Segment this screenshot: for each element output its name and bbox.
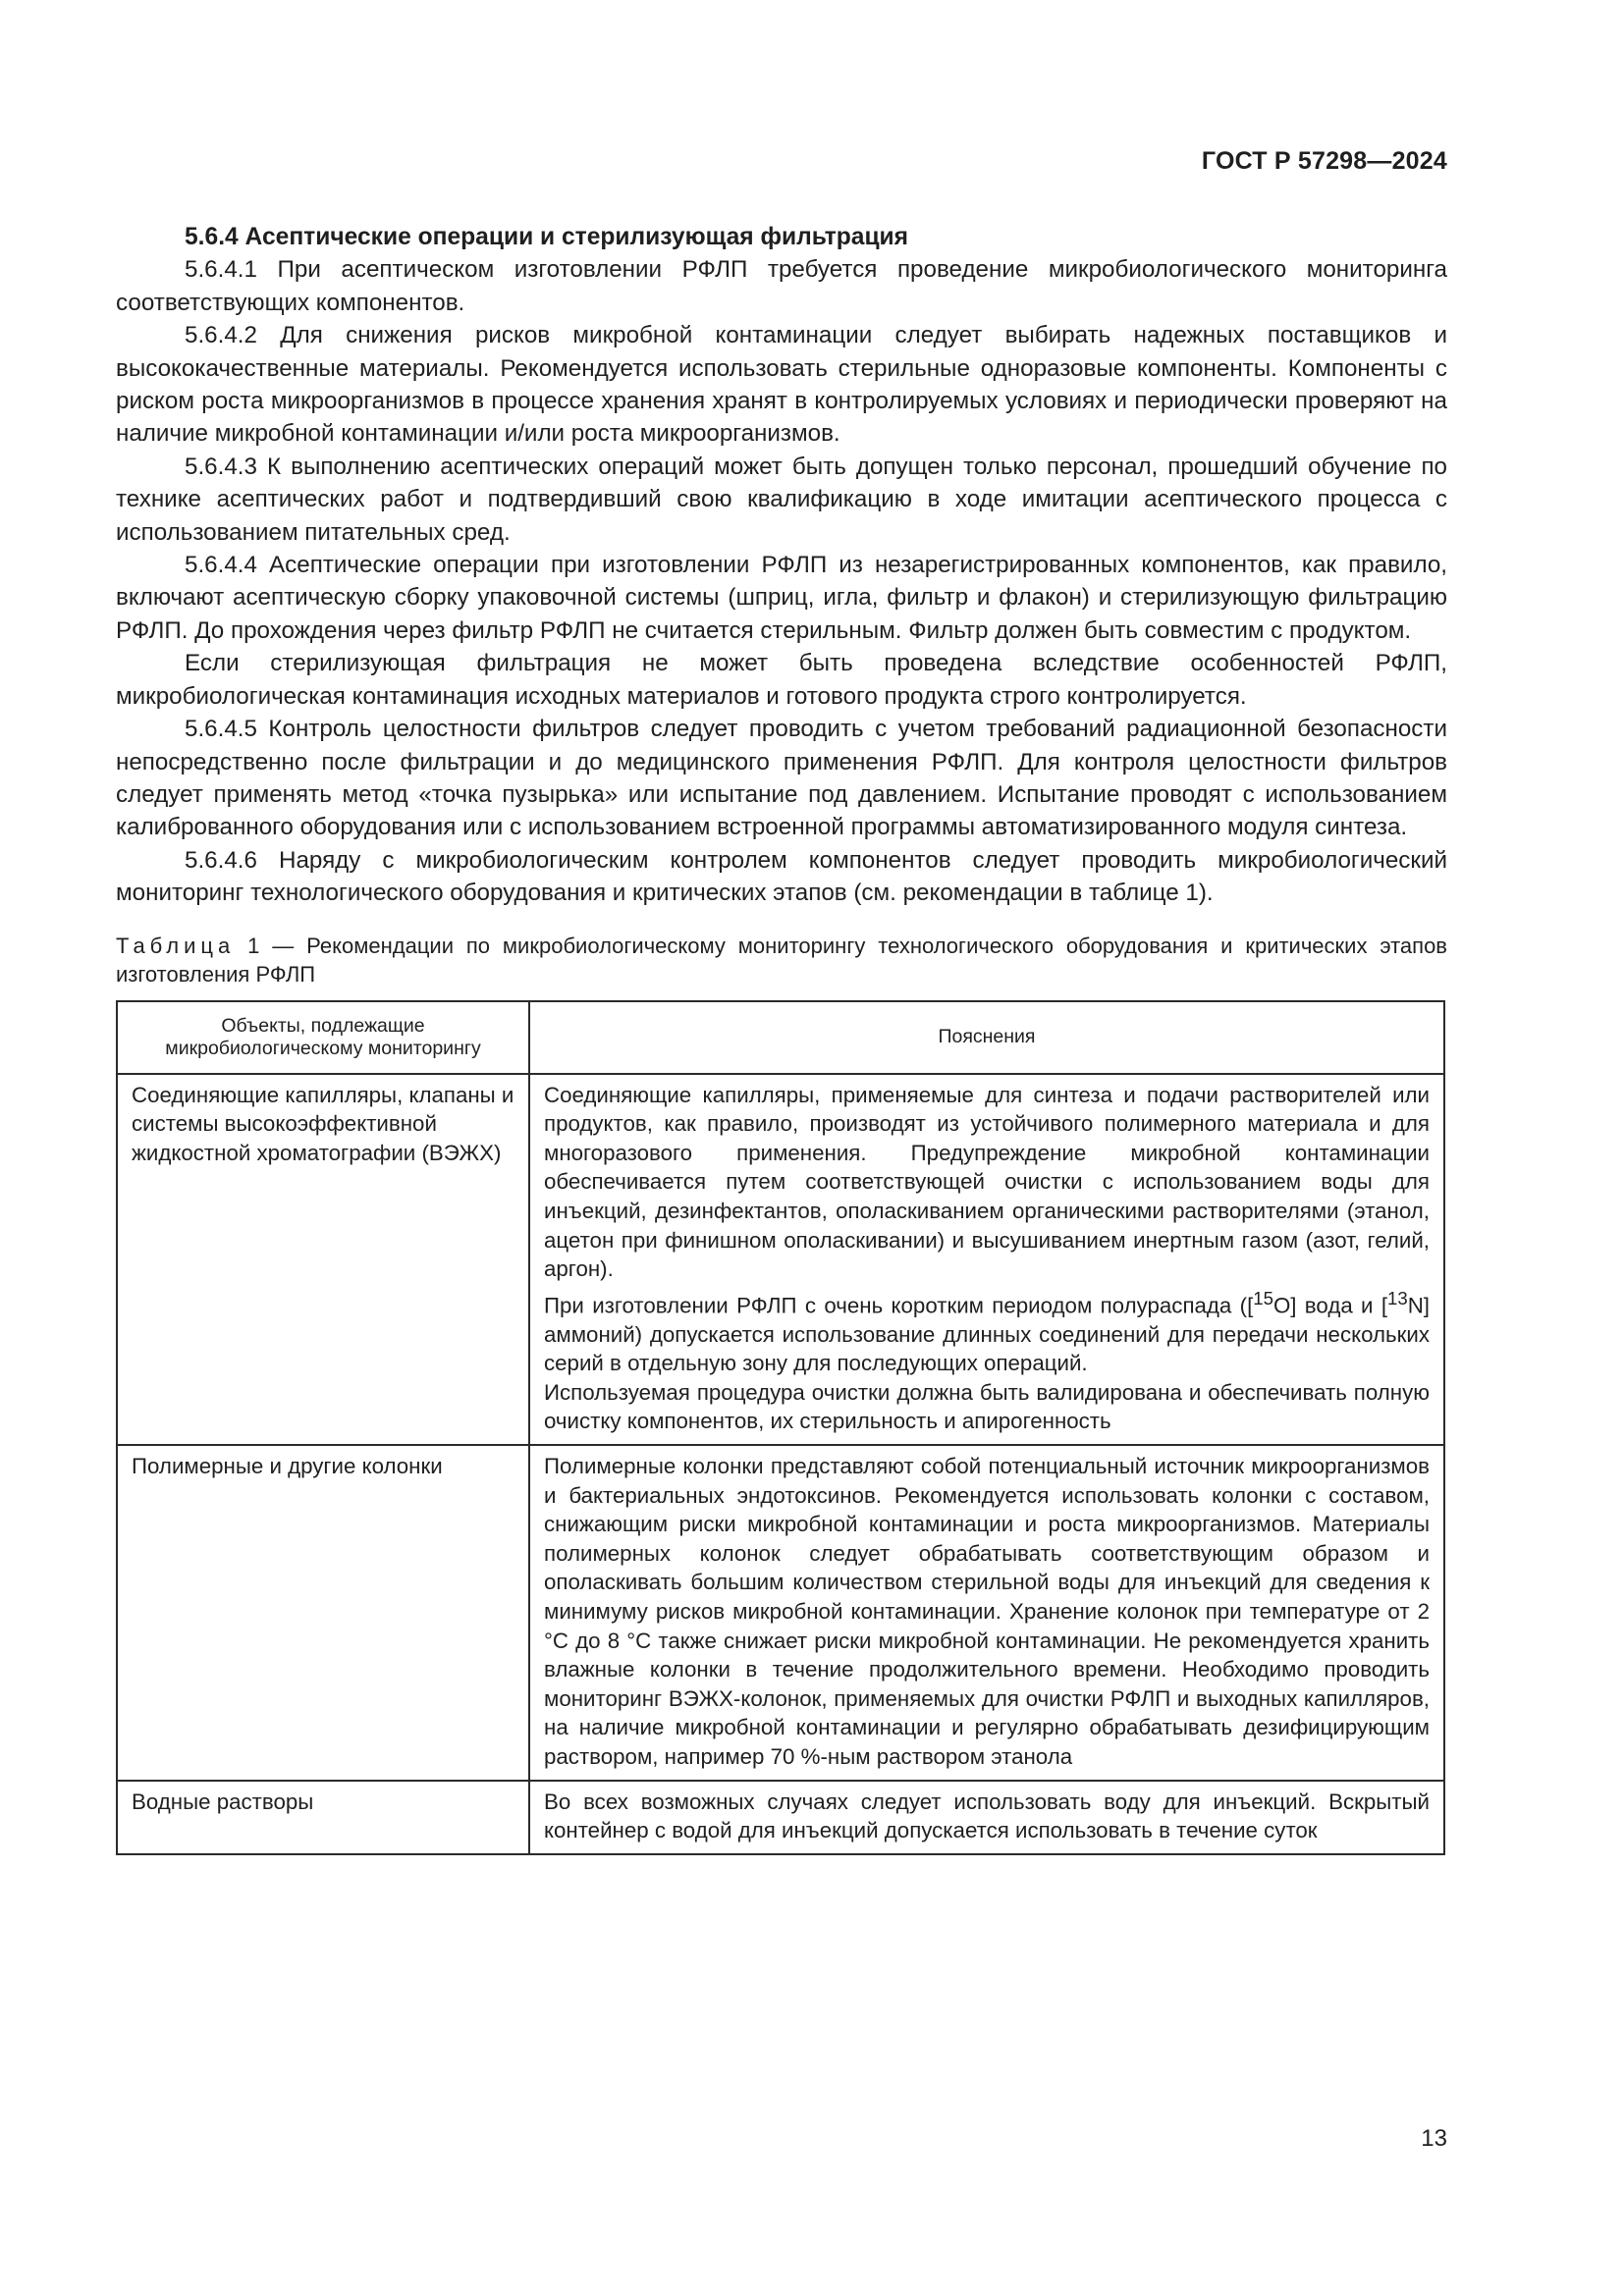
paragraph-5-6-4-2: 5.6.4.2 Для снижения рисков микробной контаминации следует выбирать надежных поставщиков и высококачественные материалы. Рекомендуется использовать стерильные одноразовые компоненты. Компоненты с риском роста микроорганизмов в процессе хранения хранят в контролируемых условиях и периодически проверяют на наличие микробной контаминации и/или роста микроорганизмов. [116, 322, 1447, 448]
explanation-paragraph: Используемая процедура очистки должна быть валидирована и обеспечивать полную очистку компонентов, их стерильность и апирогенность [544, 1379, 1430, 1434]
paragraph-5-6-4-1: 5.6.4.1 При асептическом изготовлении РФЛП требуется проведение микробиологического мониторинга соответствующих компонентов. [116, 256, 1447, 316]
paragraph-5-6-4-4: 5.6.4.4 Асептические операции при изготовлении РФЛП из незарегистрированных компонентов, как правило, включают асептическую сборку упаковочной системы (шприц, игла, фильтр и флакон) и стерилизующую фильтрацию РФЛП. До прохождения через фильтр РФЛП не считается стерильным. Фильтр должен быть совместим с продуктом. [116, 552, 1447, 644]
table-cell-explanation [529, 1781, 1444, 1854]
table-row [117, 1781, 1444, 1854]
explanation-paragraph: Соединяющие капилляры, применяемые для синтеза и подачи растворителей или продуктов, как правило, производят из устойчивого полимерного материала и для многоразового применения. Предупреждение микробной контаминации обеспечивается путем соответствующей очистки с использованием воды для инъекций, дезинфектантов, ополаскиванием органическими растворителями (этанол, ацетон при финишном ополаскивании) и высушиванием инертным газом (азот, гелий, аргон). [544, 1082, 1430, 1282]
paragraph-5-6-4-3: 5.6.4.3 К выполнению асептических операций может быть допущен только персонал, прошедший обучение по технике асептических работ и подтвердивший свою квалификацию в ходе имитации асептического процесса с использованием питательных сред. [116, 453, 1447, 546]
explanation-paragraph: Полимерные колонки представляют собой потенциальный источник микроорганизмов и бактериальных эндотоксинов. Рекомендуется использовать колонки с составом, снижающим риски микробной контаминации и роста микроорганизмов. Материалы полимерных колонок следует обрабатывать соответствующим образом и ополаскивать большим количеством стерильной воды для инъекций для сведения к минимуму рисков микробной контаминации. Хранение колонок при температуре от 2 °С до 8 °С также снижает риски микробной контаминации. Не рекомендуется хранить влажные колонки в течение продолжительного времени. Необходимо проводить мониторинг ВЭЖХ-колонок, применяемых для очистки РФЛП и выходных капилляров, на наличие микробной контаминации и регулярно обрабатывать дезифицирующим раствором, например 70 %-ным раствором этанола [544, 1454, 1430, 1770]
table-row [117, 1074, 1444, 1446]
table-header-explanations: Пояснения [529, 1001, 1444, 1074]
table-cell-object: Полимерные и другие колонки [117, 1445, 529, 1781]
isotope-superscript: 13 [1387, 1287, 1408, 1308]
paragraph-filtration-note: Если стерилизующая фильтрация не может быть проведена вследствие особенностей РФЛП, микробиологическая контаминация исходных материалов и готового продукта строго контролируется. [116, 650, 1447, 710]
paragraph-5-6-4-5: 5.6.4.5 Контроль целостности фильтров следует проводить с учетом требований радиационной безопасности непосредственно после фильтрации и до медицинского применения РФЛП. Для контроля целостности фильтров следует применять метод «точка пузырька» или испытание под давлением. Испытание проводят с использованием калиброванного оборудования или с использованием встроенной программы автоматизированного модуля синтеза. [116, 716, 1447, 841]
explanation-paragraph [544, 1284, 1430, 1378]
monitoring-table [116, 1000, 1445, 1855]
document-body [116, 221, 1447, 1855]
table-cell-explanation [529, 1445, 1444, 1781]
section-heading: 5.6.4 Асептические операции и стерилизующая фильтрация [185, 224, 909, 250]
explanation-paragraph: Во всех возможных случаях следует использовать воду для инъекций. Вскрытый контейнер с водой для инъекций допускается использовать в течение суток [544, 1789, 1430, 1843]
table-cell-object: Соединяющие капилляры, клапаны и системы высокоэффективной жидкостной хроматографии (ВЭЖХ) [117, 1074, 529, 1446]
table-cell-object: Водные растворы [117, 1781, 529, 1854]
table-header-row [117, 1001, 1444, 1074]
explanation-text: N] аммоний) допускается использование длинных соединений для передачи нескольких серий в отдельную зону для последующих операций. [544, 1293, 1430, 1376]
document-header-id: ГОСТ Р 57298—2024 [1201, 147, 1447, 175]
paragraph-5-6-4-6: 5.6.4.6 Наряду с микробиологическим контролем компонентов следует проводить микробиологический мониторинг технологического оборудования и критических этапов (см. рекомендации в таблице 1). [116, 846, 1447, 907]
explanation-text: При изготовлении РФЛП с очень коротким периодом полураспада ([ [544, 1293, 1254, 1318]
table-header-objects: Объекты, подлежащие микробиологическому мониторингу [117, 1001, 529, 1074]
table-caption-text: 1 — Рекомендации по микробиологическому мониторингу технологического оборудования и критических этапов изготовления РФЛП [116, 933, 1447, 987]
table-caption [116, 932, 1447, 988]
table-row [117, 1445, 1444, 1781]
table-cell-explanation [529, 1074, 1444, 1446]
table-caption-label: Таблица [116, 933, 236, 958]
page-number: 13 [1421, 2125, 1447, 2152]
explanation-text: O] вода и [ [1272, 1293, 1388, 1318]
isotope-superscript: 15 [1253, 1287, 1273, 1308]
